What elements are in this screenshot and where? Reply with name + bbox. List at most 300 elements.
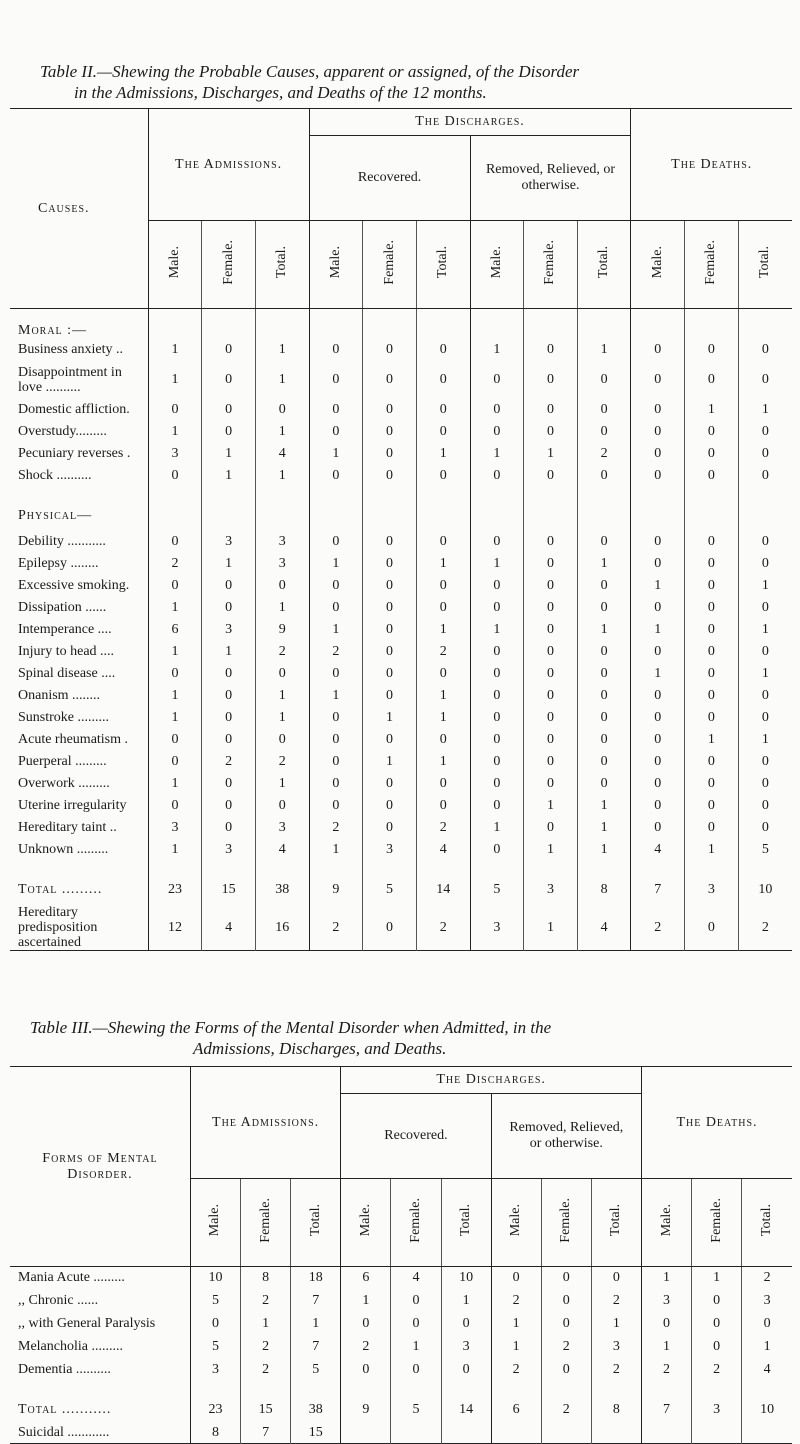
cell-value: 1 xyxy=(255,773,309,795)
table-row xyxy=(10,663,792,685)
column-header-female xyxy=(202,221,256,309)
cell-value: 0 xyxy=(524,361,578,399)
cell-value: 0 xyxy=(470,597,524,619)
cell-value: 1 xyxy=(148,339,202,361)
cell-value: 0 xyxy=(685,421,739,443)
cell-value: 0 xyxy=(470,465,524,487)
row-label: Mania Acute ......... xyxy=(18,1270,125,1286)
cell-value xyxy=(309,309,363,340)
cell-value: 0 xyxy=(470,773,524,795)
row-label: Dementia .......... xyxy=(18,1362,111,1377)
column-header-male xyxy=(491,1179,541,1267)
cell-value xyxy=(738,309,792,340)
cell-value: 0 xyxy=(363,465,417,487)
cell-value: 3 xyxy=(470,905,524,951)
cell-value: 0 xyxy=(685,641,739,663)
column-header-label: Male. xyxy=(658,1203,674,1237)
cell-value: 0 xyxy=(631,641,685,663)
column-header-total xyxy=(255,221,309,309)
cell-value: 1 xyxy=(255,685,309,707)
cell-value: 0 xyxy=(641,1313,691,1336)
cell-value: 7 xyxy=(631,861,685,905)
cell-value: 0 xyxy=(631,685,685,707)
cell-value: 1 xyxy=(742,1336,792,1359)
cell-value: 0 xyxy=(416,361,470,399)
cell-value: 0 xyxy=(577,685,631,707)
cell-value: 0 xyxy=(685,817,739,839)
hereditary-row xyxy=(10,905,792,951)
cell-value: 0 xyxy=(148,795,202,817)
cell-value: 0 xyxy=(416,575,470,597)
cell-value: 16 xyxy=(255,905,309,951)
table-row xyxy=(10,399,792,421)
recovered-header: Recovered. xyxy=(309,136,470,221)
cell-value xyxy=(148,309,202,340)
cell-value: 0 xyxy=(363,531,417,553)
cell-value: 0 xyxy=(363,641,417,663)
cell-value: 0 xyxy=(470,663,524,685)
cell-value: 3 xyxy=(255,531,309,553)
cell-value: 0 xyxy=(363,553,417,575)
table-row xyxy=(10,421,792,443)
cell-value: 10 xyxy=(190,1267,240,1290)
cell-value: 0 xyxy=(255,729,309,751)
cell-value: 0 xyxy=(685,553,739,575)
cell-value: 0 xyxy=(202,339,256,361)
cell-value: 3 xyxy=(641,1290,691,1313)
cell-value: 0 xyxy=(631,729,685,751)
cell-value: 2 xyxy=(341,1336,391,1359)
cell-value: 1 xyxy=(416,619,470,641)
cell-value: 2 xyxy=(742,1267,792,1290)
cell-value: 0 xyxy=(202,729,256,751)
cell-value: 0 xyxy=(577,597,631,619)
cell-value: 0 xyxy=(491,1267,541,1290)
cell-value: 1 xyxy=(416,553,470,575)
cell-value: 0 xyxy=(391,1359,441,1382)
cell-value: 0 xyxy=(685,575,739,597)
cell-value: 0 xyxy=(577,707,631,729)
column-header-total xyxy=(291,1179,341,1267)
cell-value: 1 xyxy=(255,707,309,729)
cell-value: 2 xyxy=(255,751,309,773)
discharges-header: The Discharges. xyxy=(309,109,631,136)
deaths-header: The Deaths. xyxy=(631,109,792,221)
cell-value: 2 xyxy=(416,905,470,951)
table-row xyxy=(10,619,792,641)
cell-value: 1 xyxy=(577,795,631,817)
cell-value: 0 xyxy=(470,839,524,861)
cell-value xyxy=(148,487,202,531)
cell-value: 1 xyxy=(148,641,202,663)
cell-value: 3 xyxy=(255,817,309,839)
cell-value: 0 xyxy=(685,339,739,361)
cell-value: 0 xyxy=(341,1313,391,1336)
cell-value: 1 xyxy=(202,465,256,487)
cell-value: 1 xyxy=(577,619,631,641)
column-header-male xyxy=(190,1179,240,1267)
cell-value: 0 xyxy=(363,575,417,597)
row-label: Dissipation ...... xyxy=(18,600,107,615)
cell-value: 0 xyxy=(148,729,202,751)
row-label: Melancholia ......... xyxy=(18,1339,123,1354)
cell-value: 1 xyxy=(470,619,524,641)
cell-value: 0 xyxy=(577,729,631,751)
cell-value: 15 xyxy=(291,1424,341,1444)
cell-value: 0 xyxy=(631,597,685,619)
cell-value xyxy=(255,487,309,531)
cell-value: 2 xyxy=(241,1359,291,1382)
row-label: Total ........... xyxy=(18,1401,112,1417)
cell-value: 1 xyxy=(416,707,470,729)
column-header-total xyxy=(577,221,631,309)
cell-value: 0 xyxy=(202,817,256,839)
cell-value: 0 xyxy=(524,817,578,839)
column-header-female xyxy=(685,221,739,309)
cell-value: 5 xyxy=(738,839,792,861)
cell-value: 1 xyxy=(491,1336,541,1359)
cell-value: 0 xyxy=(631,707,685,729)
removed-header: Removed, Relieved, or otherwise. xyxy=(491,1094,641,1179)
column-header-label: Total. xyxy=(608,1203,624,1237)
cell-value: 38 xyxy=(255,861,309,905)
cell-value: 0 xyxy=(524,531,578,553)
row-label: Hereditary taint .. xyxy=(18,820,117,835)
row-label: Unknown ......... xyxy=(18,842,109,857)
cell-value: 1 xyxy=(309,839,363,861)
column-header-male xyxy=(641,1179,691,1267)
cell-value: 0 xyxy=(541,1313,591,1336)
cell-value: 0 xyxy=(309,597,363,619)
cell-value: 2 xyxy=(577,443,631,465)
cell-value xyxy=(524,487,578,531)
cell-value: 0 xyxy=(202,707,256,729)
cell-value: 1 xyxy=(591,1313,641,1336)
table-row xyxy=(10,773,792,795)
cell-value: 0 xyxy=(391,1290,441,1313)
cell-value: 0 xyxy=(363,729,417,751)
cell-value: 1 xyxy=(202,443,256,465)
cell-value: 0 xyxy=(416,531,470,553)
cell-value: 0 xyxy=(255,575,309,597)
cell-value: 3 xyxy=(441,1336,491,1359)
cell-value: 0 xyxy=(202,361,256,399)
column-header-label: Total. xyxy=(307,1203,323,1237)
row-label: Puerperal ......... xyxy=(18,754,107,769)
cell-value: 1 xyxy=(685,839,739,861)
column-header-label: Total. xyxy=(759,1203,775,1237)
cell-value: 0 xyxy=(738,817,792,839)
cell-value: 0 xyxy=(577,399,631,421)
cell-value: 0 xyxy=(738,531,792,553)
cell-value: 0 xyxy=(148,663,202,685)
cell-value: 0 xyxy=(470,729,524,751)
cell-value: 0 xyxy=(524,707,578,729)
cell-value: 1 xyxy=(738,663,792,685)
cell-value: 1 xyxy=(255,361,309,399)
cell-value: 1 xyxy=(255,421,309,443)
column-header-label: Male. xyxy=(488,245,504,279)
cell-value: 3 xyxy=(202,839,256,861)
cell-value: 0 xyxy=(685,773,739,795)
column-header-female xyxy=(692,1179,742,1267)
cell-value: 0 xyxy=(577,361,631,399)
cell-value: 1 xyxy=(641,1267,691,1290)
cell-value xyxy=(470,309,524,340)
cell-value: 1 xyxy=(631,575,685,597)
row-label: Overwork ......... xyxy=(18,776,110,791)
cell-value: 0 xyxy=(524,597,578,619)
cell-value: 0 xyxy=(416,773,470,795)
cell-value: 3 xyxy=(202,531,256,553)
cell-value: 3 xyxy=(148,817,202,839)
cell-value: 0 xyxy=(470,575,524,597)
cell-value: 2 xyxy=(309,641,363,663)
cell-value: 0 xyxy=(685,905,739,951)
cell-value: 0 xyxy=(363,817,417,839)
cell-value: 0 xyxy=(738,361,792,399)
cell-value: 0 xyxy=(692,1313,742,1336)
cell-value: 0 xyxy=(631,339,685,361)
table-row xyxy=(10,575,792,597)
cell-value: 0 xyxy=(577,465,631,487)
cell-value: 0 xyxy=(309,465,363,487)
column-header-label: Total. xyxy=(274,245,290,279)
cell-value: 2 xyxy=(255,641,309,663)
cell-value: 2 xyxy=(309,905,363,951)
cell-value: 0 xyxy=(416,339,470,361)
table-row xyxy=(10,817,792,839)
cell-value: 2 xyxy=(416,641,470,663)
row-label: Hereditary predisposition ascertained xyxy=(18,905,98,950)
table-3-caption-line-2: Admissions, Discharges, and Deaths. xyxy=(193,1039,447,1058)
cell-value: 0 xyxy=(363,663,417,685)
table-row xyxy=(10,443,792,465)
cell-value: 0 xyxy=(148,531,202,553)
cell-value: 0 xyxy=(631,443,685,465)
cell-value: 0 xyxy=(738,751,792,773)
table-row xyxy=(10,339,792,361)
column-header-male xyxy=(341,1179,391,1267)
column-header-label: Female. xyxy=(558,1197,574,1243)
cell-value: 12 xyxy=(148,905,202,951)
cell-value: 15 xyxy=(241,1382,291,1424)
causes-header: Causes. xyxy=(10,109,148,309)
discharges-header: The Discharges. xyxy=(341,1067,642,1094)
cell-value: 0 xyxy=(685,751,739,773)
cell-value: 2 xyxy=(309,817,363,839)
cell-value: 0 xyxy=(202,685,256,707)
cell-value: 0 xyxy=(416,465,470,487)
cell-value: 0 xyxy=(631,773,685,795)
table-row xyxy=(10,751,792,773)
cell-value: 0 xyxy=(524,465,578,487)
cell-value: 1 xyxy=(577,339,631,361)
cell-value: 1 xyxy=(524,839,578,861)
table-row xyxy=(10,465,792,487)
cell-value: 0 xyxy=(631,361,685,399)
table-row xyxy=(10,1359,792,1382)
column-header-label: Male. xyxy=(357,1203,373,1237)
cell-value: 0 xyxy=(738,641,792,663)
cell-value: 0 xyxy=(470,795,524,817)
cell-value: 5 xyxy=(190,1336,240,1359)
column-header-female xyxy=(391,1179,441,1267)
cell-value xyxy=(202,487,256,531)
cell-value: 0 xyxy=(470,361,524,399)
cell-value: 0 xyxy=(416,729,470,751)
cell-value: 14 xyxy=(416,861,470,905)
table-3-caption-line-1: Table III.—Shewing the Forms of the Mental Disorder when Admitted, in the xyxy=(30,1018,552,1037)
cell-value: 3 xyxy=(524,861,578,905)
cell-value: 9 xyxy=(309,861,363,905)
cell-value xyxy=(309,487,363,531)
cell-value: 0 xyxy=(202,773,256,795)
cell-value: 0 xyxy=(202,663,256,685)
column-header-total xyxy=(441,1179,491,1267)
column-header-female xyxy=(541,1179,591,1267)
cell-value: 0 xyxy=(470,707,524,729)
cell-value: 1 xyxy=(309,553,363,575)
table-row xyxy=(10,597,792,619)
cell-value: 1 xyxy=(631,663,685,685)
row-label: Total ......... xyxy=(18,882,103,897)
cell-value: 1 xyxy=(391,1336,441,1359)
cell-value xyxy=(470,487,524,531)
cell-value: 0 xyxy=(202,421,256,443)
cell-value: 0 xyxy=(692,1290,742,1313)
table-row xyxy=(10,729,792,751)
row-label: Disappointment in love .......... xyxy=(18,365,122,395)
cell-value: 3 xyxy=(255,553,309,575)
cell-value: 0 xyxy=(631,465,685,487)
cell-value: 3 xyxy=(742,1290,792,1313)
cell-value: 1 xyxy=(255,339,309,361)
cell-value: 1 xyxy=(148,597,202,619)
cell-value: 0 xyxy=(309,531,363,553)
cell-value: 0 xyxy=(309,339,363,361)
table-row xyxy=(10,839,792,861)
cell-value: 1 xyxy=(577,839,631,861)
cell-value: 23 xyxy=(148,861,202,905)
cell-value: 0 xyxy=(577,531,631,553)
cell-value: 0 xyxy=(738,685,792,707)
row-label: Pecuniary reverses . xyxy=(18,446,131,461)
cell-value: 0 xyxy=(524,421,578,443)
table-row xyxy=(10,553,792,575)
cell-value: 0 xyxy=(524,399,578,421)
cell-value: 2 xyxy=(202,751,256,773)
cell-value: 0 xyxy=(631,421,685,443)
cell-value: 7 xyxy=(291,1290,341,1313)
cell-value: 0 xyxy=(255,399,309,421)
cell-value: 0 xyxy=(631,795,685,817)
cell-value: 10 xyxy=(738,861,792,905)
cell-value: 3 xyxy=(591,1336,641,1359)
cell-value: 0 xyxy=(470,685,524,707)
cell-value: 5 xyxy=(190,1290,240,1313)
cell-value xyxy=(524,309,578,340)
cell-value xyxy=(631,309,685,340)
admissions-header: The Admissions. xyxy=(190,1067,340,1179)
cell-value: 4 xyxy=(255,839,309,861)
cell-value: 0 xyxy=(416,399,470,421)
cell-value: 1 xyxy=(491,1313,541,1336)
cell-value: 0 xyxy=(416,795,470,817)
column-header-label: Female. xyxy=(542,239,558,285)
cell-value: 1 xyxy=(148,361,202,399)
cell-value: 0 xyxy=(441,1359,491,1382)
cell-value: 4 xyxy=(742,1359,792,1382)
cell-value: 1 xyxy=(631,619,685,641)
cell-value: 1 xyxy=(341,1290,391,1313)
cell-value: 0 xyxy=(591,1267,641,1290)
row-label: Moral :— xyxy=(18,323,88,338)
cell-value: 1 xyxy=(738,619,792,641)
forms-header: Forms of Mental Disorder. xyxy=(10,1067,190,1267)
cell-value xyxy=(255,309,309,340)
cell-value: 7 xyxy=(241,1424,291,1444)
cell-value: 0 xyxy=(309,707,363,729)
cell-value: 1 xyxy=(255,597,309,619)
cell-value: 0 xyxy=(341,1359,391,1382)
cell-value: 0 xyxy=(470,399,524,421)
cell-value: 0 xyxy=(577,663,631,685)
cell-value: 5 xyxy=(470,861,524,905)
cell-value: 0 xyxy=(541,1267,591,1290)
cell-value: 3 xyxy=(363,839,417,861)
table-row xyxy=(10,1290,792,1313)
column-header-total xyxy=(738,221,792,309)
total-row xyxy=(10,861,792,905)
cell-value xyxy=(685,309,739,340)
cell-value: 2 xyxy=(641,1359,691,1382)
cell-value: 0 xyxy=(202,575,256,597)
cell-value: 1 xyxy=(148,773,202,795)
row-label: Spinal disease .... xyxy=(18,666,116,681)
row-label: Acute rheumatism . xyxy=(18,732,129,747)
row-label: ,, with General Paralysis xyxy=(18,1316,156,1331)
cell-value: 0 xyxy=(685,707,739,729)
table-row xyxy=(10,795,792,817)
cell-value: 0 xyxy=(685,465,739,487)
removed-header: Removed, Relieved, or otherwise. xyxy=(470,136,631,221)
cell-value: 0 xyxy=(742,1313,792,1336)
row-label: ,, Chronic ...... xyxy=(18,1293,99,1308)
cell-value: 2 xyxy=(491,1359,541,1382)
cell-value: 0 xyxy=(363,399,417,421)
cell-value: 8 xyxy=(577,861,631,905)
cell-value: 3 xyxy=(692,1382,742,1424)
cell-value: 1 xyxy=(241,1313,291,1336)
cell-value: 2 xyxy=(591,1359,641,1382)
cell-value xyxy=(685,487,739,531)
deaths-header: The Deaths. xyxy=(641,1067,792,1179)
column-header-label: Male. xyxy=(207,1203,223,1237)
column-header-label: Total. xyxy=(596,245,612,279)
column-header-female xyxy=(363,221,417,309)
cell-value: 2 xyxy=(692,1359,742,1382)
cell-value xyxy=(738,487,792,531)
cell-value: 0 xyxy=(524,339,578,361)
row-label: Injury to head .... xyxy=(18,644,115,659)
cell-value: 3 xyxy=(148,443,202,465)
cell-value: 0 xyxy=(577,641,631,663)
cell-value: 0 xyxy=(309,773,363,795)
column-header-label: Female. xyxy=(407,1197,423,1243)
column-header-female xyxy=(524,221,578,309)
table-row xyxy=(10,1336,792,1359)
